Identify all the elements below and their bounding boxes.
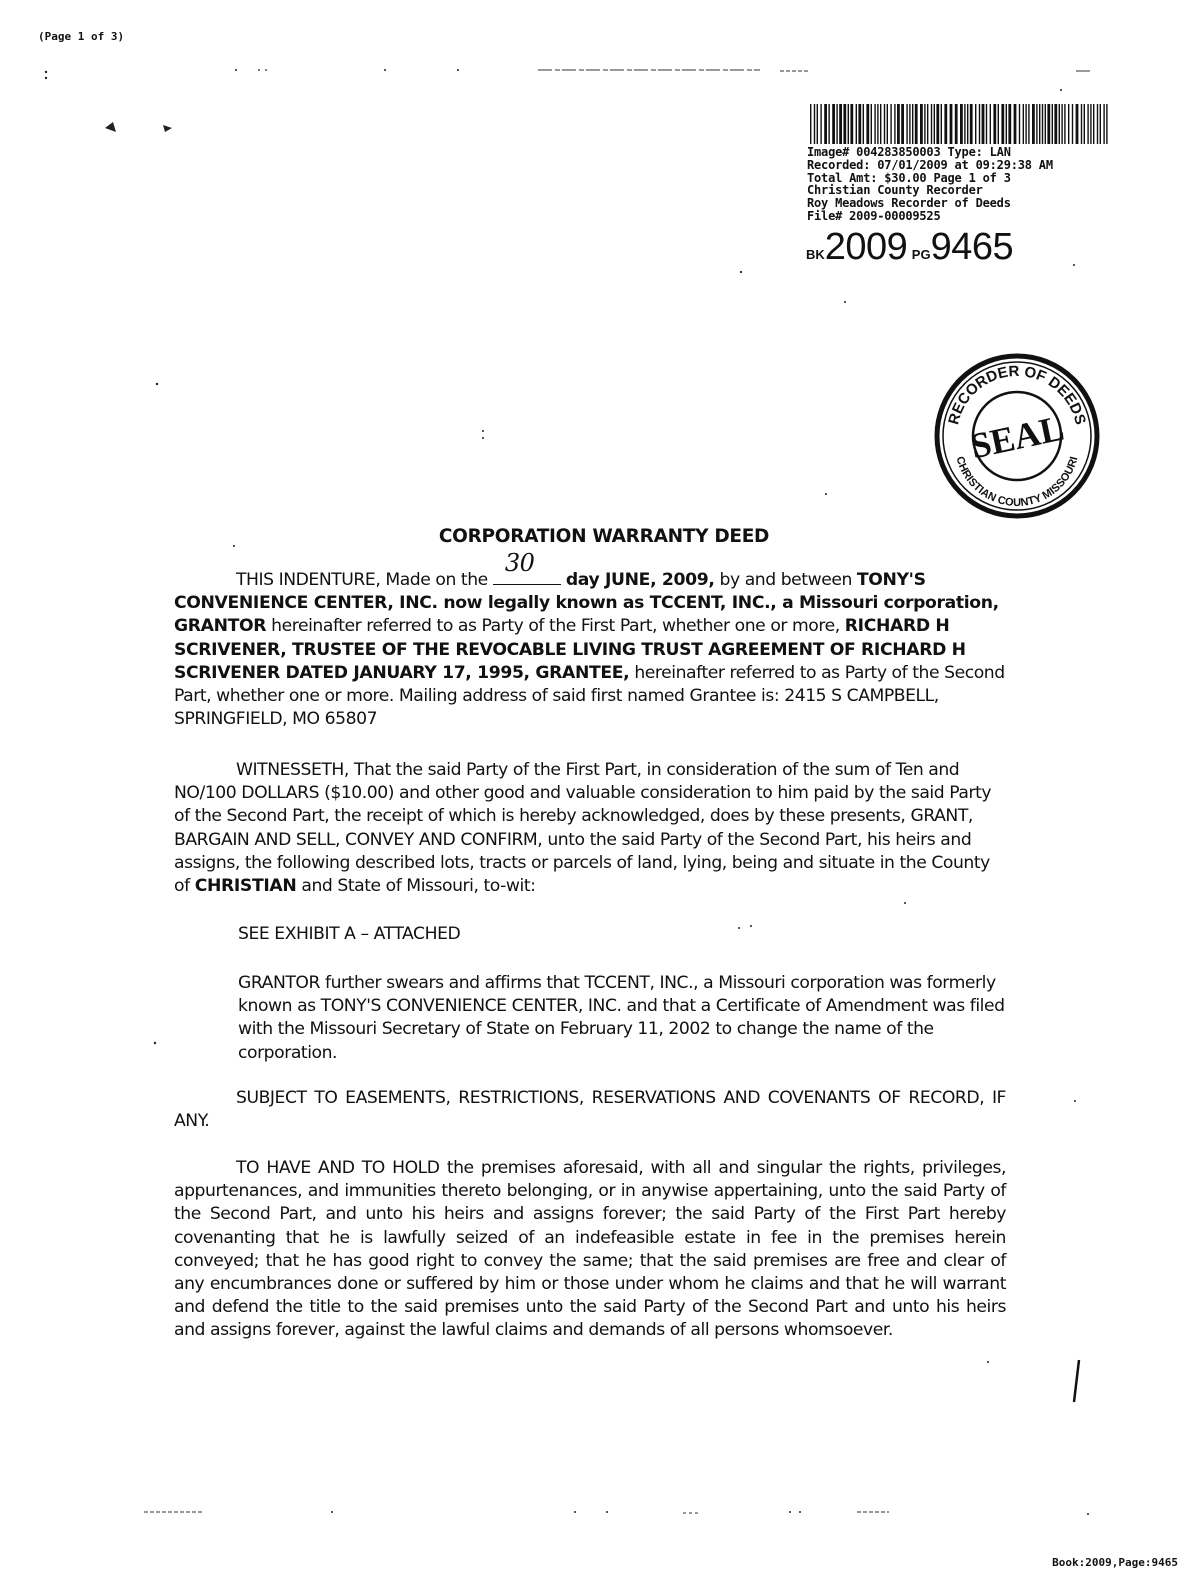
grantor-affirmation: GRANTOR further swears and affirms that TCCENT, INC., a Missouri corporation was formerly known as TONY'S CONVENIENCE CENTER, INC. and that a Certificate of Amendment was filed with the Missouri Secretary of State on February 11, 2002 to change the name of the corporation. xyxy=(238,973,1005,1063)
witnesseth-text: WITNESSETH, That the said Party of the First Part, in consideration of the sum of Ten and NO/100 DOLLARS ($10.00) and other good and valuable consideration to him paid by the said Party of the Second Part, the receipt of which is hereby acknowledged, does by these presents, GRANT, BARGAIN AND SELL, CONVEY AND CONFIRM, unto the said Party of the Second Part, his heirs and assigns, the following described lots, tracts or parcels of land, lying, being and situate in the County of xyxy=(174,760,992,897)
habendum-text: TO HAVE AND TO HOLD the premises aforesaid, with all and singular the rights, privileges, appurtenances, and immunities thereto belonging, or in anywise appertaining, unto the said Party of the Second Part, and unto his heirs and assigns forever; the said Party of the First Part hereby covenanting that he is lawfully seized of an indefeasible estate in fee in the premises herein conveyed; that he has good right to convey the same; that the said premises are free and clear of any encumbrances done or suffered by him or those under whom he claims and that he will warrant and defend the title to the said premises unto the said Party of the Second Part and unto his heirs and assigns forever, against the lawful claims and demands of all persons whomsoever. xyxy=(174,1158,1006,1341)
grantee-definition: hereinafter referred to as Party of the Second Part, whether one or more. Mailing address of said first named Grantee is: 2415 S CAMPBELL, SPRINGFIELD, MO 65807 xyxy=(174,662,1005,730)
seal-bottom-text: CHRISTIAN COUNTY MISSOURI xyxy=(953,455,1081,509)
recorder-stamp xyxy=(807,146,1053,223)
handwritten-day: 30 xyxy=(504,549,535,577)
stamp-line-total: Total Amt: $30.00 Page 1 of 3 xyxy=(807,170,1011,185)
exhibit-reference: SEE EXHIBIT A – ATTACHED xyxy=(238,924,461,944)
bk-label: BK xyxy=(806,247,825,262)
seal-center-text: SEAL xyxy=(967,407,1068,467)
stamp-line-recorded: Recorded: 07/01/2009 at 09:29:38 AM xyxy=(807,157,1053,172)
pg-label: PG xyxy=(911,247,931,262)
grantor-name: TONY'S CONVENIENCE CENTER, INC. now legally known as TCCENT, INC., a Missouri corporation, GRANTOR xyxy=(174,570,999,637)
stamp-line-recorder: Roy Meadows Recorder of Deeds xyxy=(807,196,1011,211)
indenture-between: by and between xyxy=(719,570,852,590)
page-number-marker: (Page 1 of 3) xyxy=(38,30,125,43)
document-title: CORPORATION WARRANTY DEED xyxy=(438,526,770,547)
day-blank xyxy=(493,549,561,585)
stamp-line-image: Image# 004283850003 Type: LAN xyxy=(807,145,1011,159)
seal-top-text: RECORDER OF DEEDS xyxy=(945,362,1089,427)
indenture-paragraph xyxy=(174,549,1006,731)
indenture-date: day JUNE, 2009, xyxy=(565,570,715,590)
stamp-line-file: File# 2009-00009525 xyxy=(807,208,941,223)
stamp-line-county: Christian County Recorder xyxy=(807,183,983,198)
recorder-barcode xyxy=(810,104,1110,144)
subject-to-paragraph xyxy=(174,1087,1006,1133)
habendum-paragraph xyxy=(174,1157,1006,1343)
witnesseth-tail: and State of Missouri, to-wit: xyxy=(301,876,536,897)
county-name: CHRISTIAN xyxy=(194,876,297,897)
bk-value: 2009 xyxy=(824,226,908,268)
book-page-stamp xyxy=(806,226,1013,269)
grantee-name: RICHARD H SCRIVENER, TRUSTEE OF THE REVOCABLE LIVING TRUST AGREEMENT OF RICHARD H SCRIVENER DATED JANUARY 17, 1995, GRANTEE, xyxy=(174,616,966,683)
book-page-footer: Book:2009,Page:9465 xyxy=(1052,1556,1178,1569)
grantor-definition: hereinafter referred to as Party of the First Part, whether one or more, xyxy=(271,616,840,637)
indenture-intro: THIS INDENTURE, Made on the xyxy=(236,570,488,590)
recorder-seal xyxy=(933,352,1101,520)
witnesseth-paragraph xyxy=(174,759,1006,898)
subject-to-text: SUBJECT TO EASEMENTS, RESTRICTIONS, RESERVATIONS AND COVENANTS OF RECORD, IF ANY. xyxy=(174,1088,1006,1132)
pg-value: 9465 xyxy=(930,226,1014,268)
